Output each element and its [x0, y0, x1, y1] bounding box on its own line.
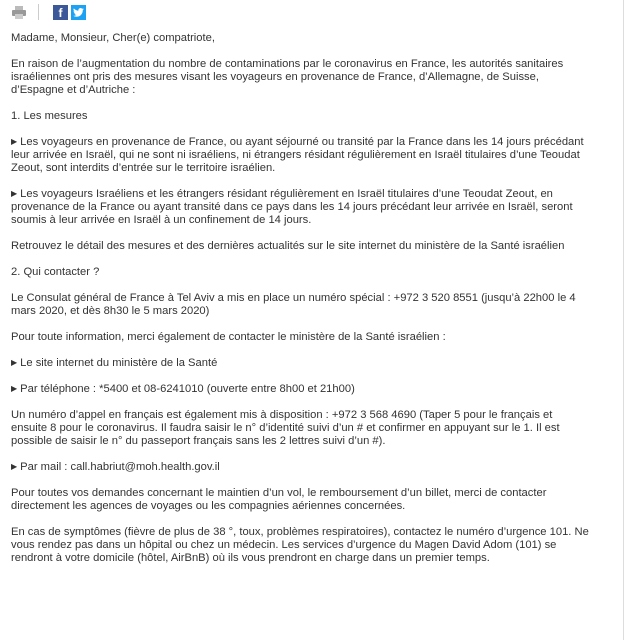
section-title-contact: 2. Qui contacter ?	[11, 266, 100, 278]
bullet-arrow-icon: ▶	[11, 358, 18, 367]
measure-item-1: ▶ Les voyageurs en provenance de France, ou ayant séjourné ou transité par la France dans les 14 jours précédant leur arrivée en Israël, qui ne sont ni israéliens, ni étrangers résidant régulièrement en Israël titulaires d’une Teoudat Zeout, sont interdits d’entrée sur le territoire israélien.	[11, 136, 584, 174]
contact-item-mail	[11, 461, 611, 474]
twitter-icon[interactable]	[71, 5, 86, 20]
flights-paragraph: Pour toutes vos demandes concernant le maintien d’un vol, le remboursement d’un billet, merci de contacter directement les agences de voyages ou les compagnies aériennes concernées.	[11, 487, 547, 512]
share-toolbar	[12, 3, 86, 21]
consulate-paragraph: Le Consulat général de France à Tel Aviv a mis en place un numéro spécial : +972 3 520 8551 (jusqu’à 22h00 le 4 mars 2020, et dès 8h30 le 5 mars 2020)	[11, 292, 576, 317]
bullet-arrow-icon: ▶	[11, 137, 18, 146]
details-paragraph: Retrouvez le détail des mesures et des dernières actualités sur le site internet du ministère de la Santé israélien	[11, 240, 565, 252]
french-line-paragraph: Un numéro d’appel en français est également mis à disposition : +972 3 568 4690 (Taper 5 pour le français et ensuite 8 pour le coronavirus. Il faudra saisir le n° d’identité suivi d’un # et confirmer en appuyant sur le 1. Il est possible de saisir le n° du passeport français sans les 2 lettres suivi d’un #).	[11, 409, 560, 447]
greeting: Madame, Monsieur, Cher(e) compatriote,	[11, 32, 215, 44]
contact-item-website	[11, 357, 611, 370]
bullet-arrow-icon: ▶	[11, 462, 18, 471]
printer-icon[interactable]	[12, 6, 26, 19]
bullet-arrow-icon: ▶	[11, 384, 18, 393]
info-paragraph: Pour toute information, merci également de contacter le ministère de la Santé israélien :	[11, 331, 446, 343]
facebook-icon[interactable]: f	[53, 5, 68, 20]
mail-link[interactable]: Par mail : call.habriut@moh.health.gov.il	[20, 461, 220, 473]
measure-item-2: ▶ Les voyageurs Israéliens et les étrangers résidant régulièrement en Israël titulaires d’une Teoudat Zeout, en provenance de la France ou ayant transité dans ce pays dans les 14 jours précédant leur arrivée en Israël, seront soumis à leur arrivée en Israël à un confinement de 14 jours.	[11, 188, 573, 226]
symptoms-paragraph: En cas de symptômes (fièvre de plus de 38 °, toux, problèmes respiratoires), contactez le numéro d’urgence 101. Ne vous rendez pas dans un hôpital ou chez un médecin. Les services d’urgence du Magen David Adom (101) se rendront à votre domicile (hôtel, AirBnB) où ils vous prendront en charge dans un premier temps.	[11, 526, 589, 564]
contact-item-phone: ▶ Par téléphone : *5400 et 08-6241010 (ouverte entre 8h00 et 21h00)	[11, 383, 355, 395]
toolbar-divider	[38, 4, 39, 20]
bullet-arrow-icon: ▶	[11, 189, 18, 198]
intro-paragraph: En raison de l’augmentation du nombre de contaminations par le coronavirus en France, les autorités sanitaires israéliennes ont pris des mesures visant les voyageurs en provenance de France, d’Allemagne, de Suisse, d’Espagne et d’Autriche :	[11, 58, 564, 96]
section-title-measures: 1. Les mesures	[11, 110, 88, 122]
article-body	[11, 32, 611, 578]
ministry-website-link[interactable]: Le site internet du ministère de la Santé	[20, 357, 218, 369]
